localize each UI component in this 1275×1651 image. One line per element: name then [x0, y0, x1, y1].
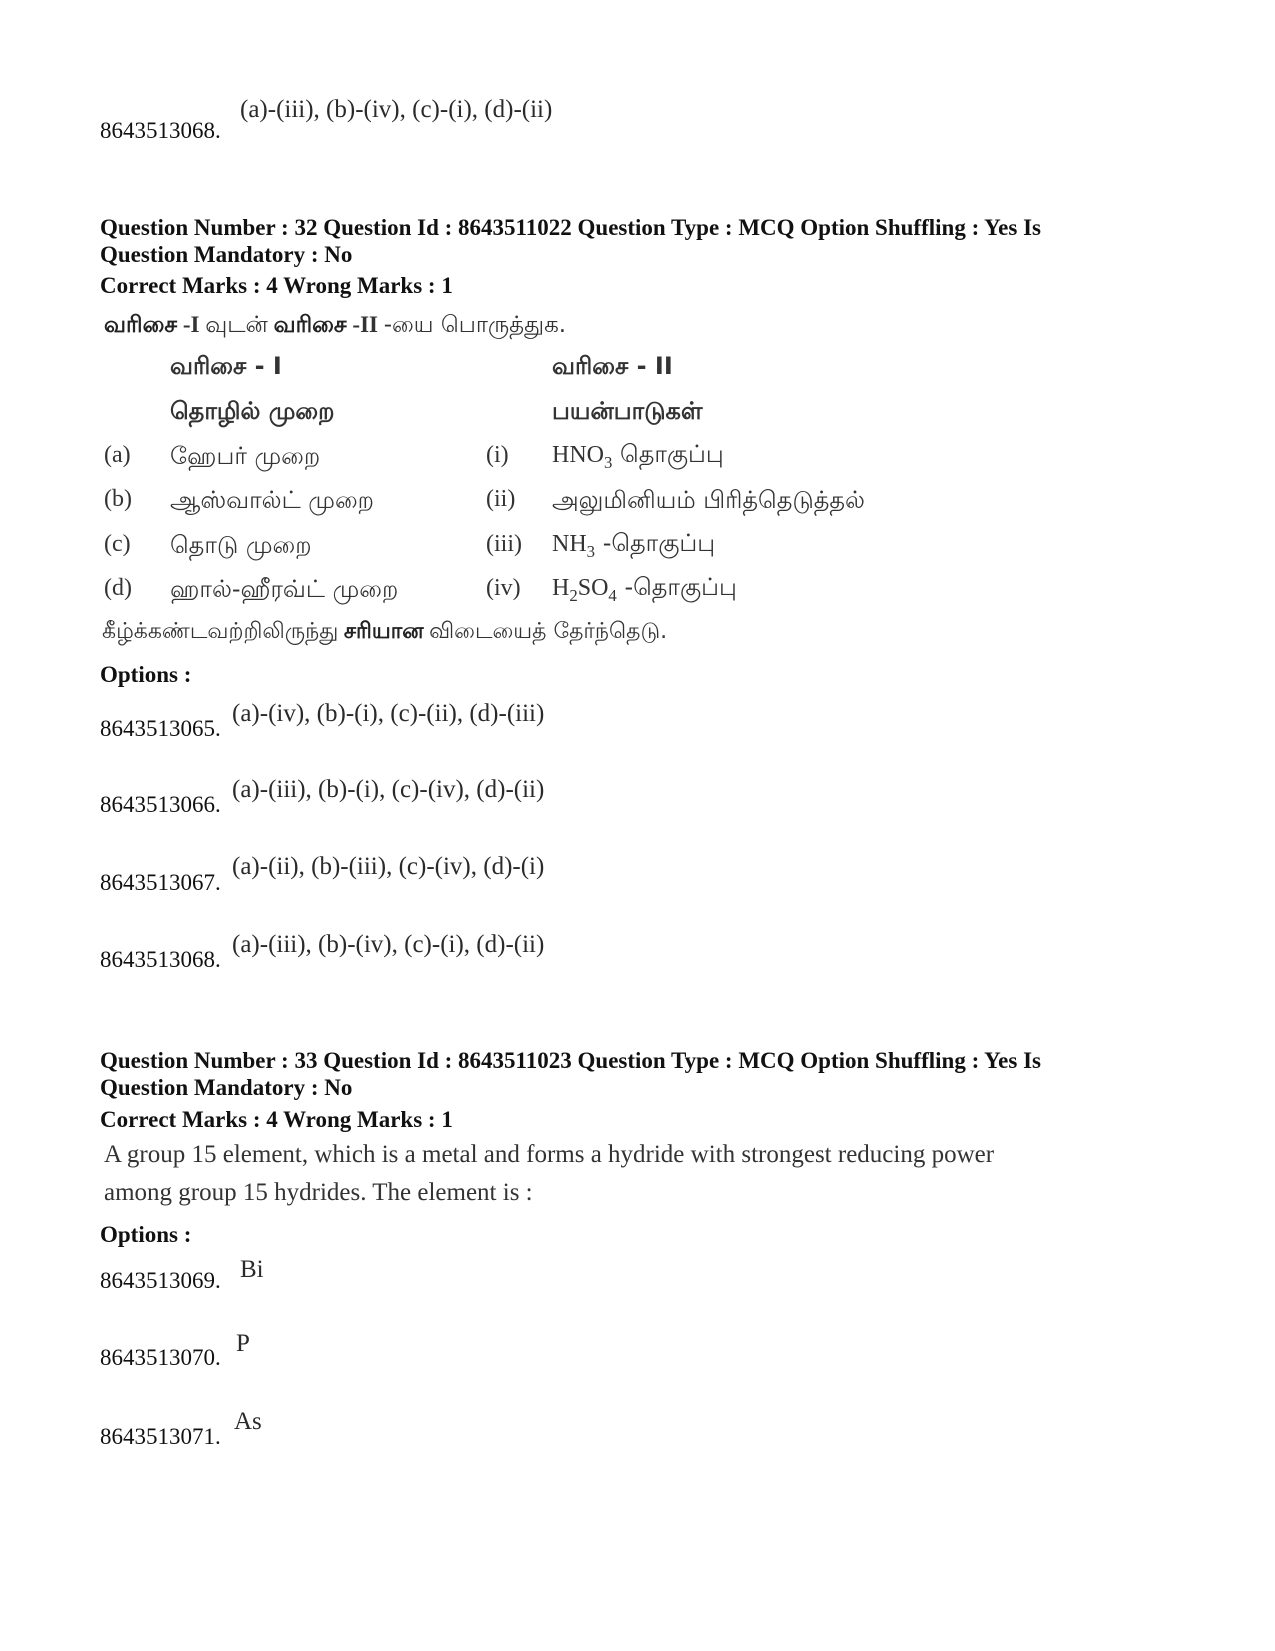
formula: H	[552, 575, 570, 601]
option-id: 8643513066.	[100, 792, 221, 817]
formula-subscript: 4	[608, 585, 617, 605]
marks-line: Correct Marks : 4 Wrong Marks : 1	[100, 1107, 453, 1132]
option-text[interactable]: As	[234, 1408, 262, 1435]
application-text: -தொகுப்பு	[595, 529, 716, 557]
application	[552, 529, 715, 562]
marks-line: Correct Marks : 4 Wrong Marks : 1	[100, 273, 453, 298]
instruction-part: வரிசை	[273, 312, 347, 338]
question-text	[104, 1136, 1244, 1212]
instruction-part: -II	[352, 312, 378, 337]
option-id: 8643513071.	[100, 1424, 221, 1449]
option-text[interactable]: (a)-(iii), (b)-(iv), (c)-(i), (d)-(ii)	[232, 931, 545, 958]
row-label: (iii)	[486, 531, 522, 557]
options-label: Options :	[100, 1222, 192, 1247]
question-text-line: A group 15 element, which is a metal and forms a hydride with strongest reducing power	[104, 1141, 995, 1168]
option-id: 8643513068.	[100, 947, 221, 972]
instruction-part: -யை பொருத்துக.	[383, 312, 567, 338]
options-label: Options :	[100, 662, 192, 687]
row-label: (iv)	[486, 575, 521, 601]
option-text[interactable]: (a)-(iii), (b)-(i), (c)-(iv), (d)-(ii)	[232, 776, 545, 803]
formula-subscript: 2	[569, 585, 578, 605]
process-name: ஆஸ்வால்ட் முறை	[170, 486, 374, 514]
option-id: 8643513069.	[100, 1268, 221, 1293]
option-id: 8643513067.	[100, 870, 221, 895]
instruction-part: வுடன்	[205, 312, 268, 338]
option-text: (a)-(iii), (b)-(iv), (c)-(i), (d)-(ii)	[240, 96, 553, 123]
row-label: (b)	[104, 486, 132, 512]
formula-subscript: 3	[604, 452, 613, 472]
row-label: (a)	[104, 442, 131, 468]
column-1-subheader: தொழில் முறை	[170, 397, 335, 425]
question-meta-line: Question Number : 32 Question Id : 8643511022 Question Type : MCQ Option Shuffling : Yes Is	[100, 215, 1041, 240]
application	[552, 440, 724, 473]
formula: NH	[552, 531, 587, 557]
row-label: (d)	[104, 575, 132, 601]
instruction-part: -I	[182, 312, 200, 337]
question-meta	[100, 1047, 1200, 1101]
process-name: ஹால்-ஹீரவ்ட் முறை	[170, 575, 399, 603]
option-text[interactable]: (a)-(ii), (b)-(iii), (c)-(iv), (d)-(i)	[232, 853, 545, 880]
question-meta	[100, 214, 1200, 268]
option-id: 8643513065.	[100, 716, 221, 741]
application-text: தொகுப்பு	[612, 440, 724, 468]
option-id: 8643513068.	[100, 118, 221, 143]
option-id: 8643513070.	[100, 1345, 221, 1370]
question-text-line: among group 15 hydrides. The element is :	[104, 1179, 533, 1206]
closing-text-bold: சரியான	[343, 619, 424, 644]
row-label: (i)	[486, 442, 509, 468]
closing-text: விடையைத் தேர்ந்தெடு.	[429, 619, 668, 644]
process-name: ஹேபர் முறை	[170, 442, 321, 470]
formula: HNO	[552, 442, 604, 468]
question-meta-line: Question Mandatory : No	[100, 242, 353, 267]
process-name: தொடு முறை	[170, 531, 312, 559]
row-label: (c)	[104, 531, 131, 557]
option-text[interactable]: Bi	[240, 1256, 264, 1283]
application	[552, 573, 737, 606]
application-text: -தொகுப்பு	[616, 573, 737, 601]
formula-subscript: 3	[586, 541, 596, 561]
column-2-header: வரிசை - II	[552, 352, 673, 380]
formula: SO	[577, 575, 609, 601]
question-instruction	[104, 306, 566, 344]
column-1-header: வரிசை - I	[170, 352, 282, 380]
column-2-subheader: பயன்பாடுகள்	[552, 397, 703, 425]
option-text[interactable]: P	[236, 1330, 250, 1357]
question-meta-line: Question Number : 33 Question Id : 8643511023 Question Type : MCQ Option Shuffling : Yes Is	[100, 1048, 1041, 1073]
question-meta-line: Question Mandatory : No	[100, 1075, 353, 1100]
instruction-part: வரிசை	[104, 312, 178, 338]
closing-text: கீழ்க்கண்டவற்றிலிருந்து	[102, 619, 339, 644]
closing-instruction	[102, 618, 667, 647]
row-label: (ii)	[486, 486, 516, 512]
option-text[interactable]: (a)-(iv), (b)-(i), (c)-(ii), (d)-(iii)	[232, 700, 545, 727]
application: அலுமினியம் பிரித்தெடுத்தல்	[552, 486, 865, 514]
